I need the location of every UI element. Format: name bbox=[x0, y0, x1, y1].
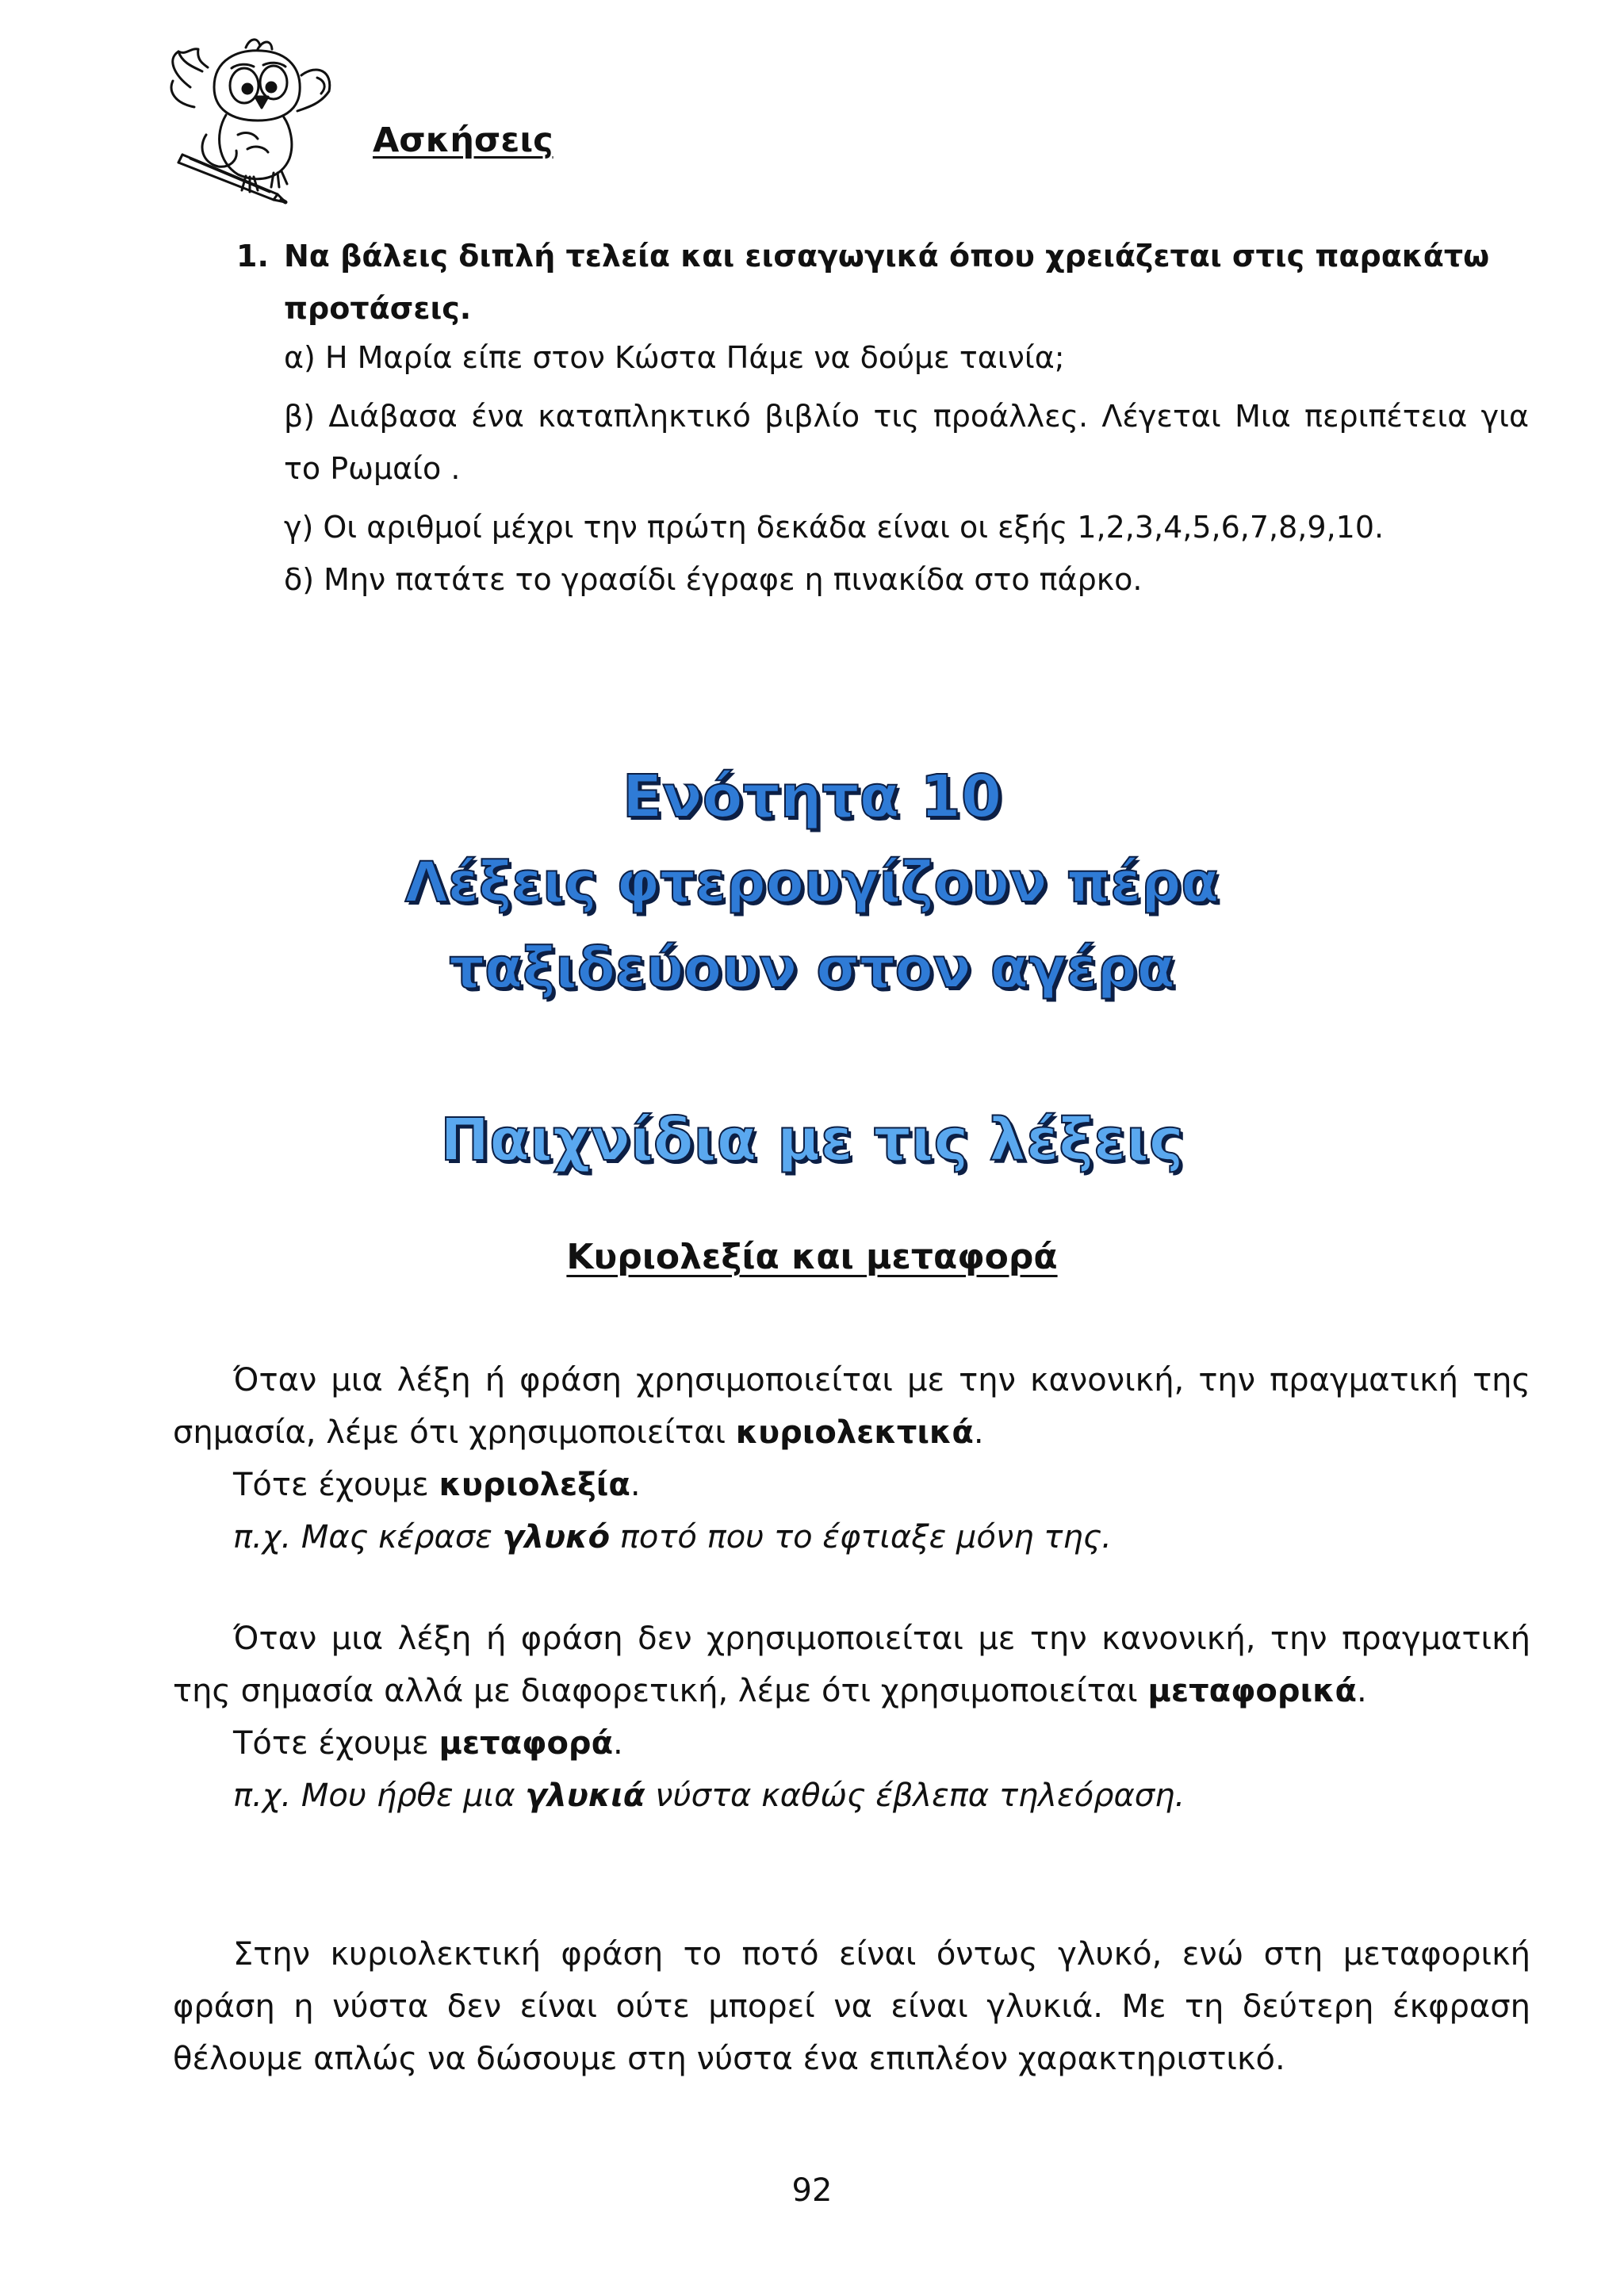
section-title: Παιχνίδια με τις λέξεις bbox=[440, 1106, 1184, 1174]
page-header-title: Ασκήσεις bbox=[373, 121, 553, 160]
unit-subtitle-line-2: ταξιδεύουν στον αγέρα bbox=[449, 936, 1175, 1001]
owl-mascot-icon bbox=[159, 32, 357, 206]
metaphor-example: π.χ. Μου ήρθε μια γλυκιά νύστα καθώς έβλεπα τηλεόραση. bbox=[233, 1777, 1185, 1814]
exercise-item-d: δ) Μην πατάτε το γρασίδι έγραφε η πινακίδα στο πάρκο. bbox=[284, 562, 1143, 597]
metaphor-definition: Όταν μια λέξη ή φράση δεν χρησιμοποιείται με την κανονική, την πραγματική της σημασία αλλά με διαφορετική, λέμε ότι χρησιμοποιείται μεταφορικά. bbox=[173, 1621, 1530, 1709]
exercise-items bbox=[284, 331, 1529, 606]
exercise-instruction-text: Να βάλεις διπλή τελεία και εισαγωγικά όπου χρειάζεται στις παρακάτω προτάσεις. bbox=[284, 239, 1490, 326]
exercise-number: 1. bbox=[236, 239, 269, 274]
exercise-item-b: β) Διάβασα ένα καταπληκτικό βιβλίο τις προάλλες. Λέγεται Μια περιπέτεια για το Ρωμαίο . bbox=[284, 399, 1529, 486]
unit-subtitle-line-1: Λέξεις φτερουγίζουν πέρα bbox=[404, 850, 1220, 915]
literal-name: κυριολεξία bbox=[439, 1467, 630, 1503]
literal-example: π.χ. Μας κέρασε γλυκό ποτό που το έφτιαξε μόνη της. bbox=[233, 1519, 1112, 1556]
section-heading: Κυριολεξία και μεταφορά bbox=[566, 1237, 1058, 1277]
metaphor-example-word: γλυκιά bbox=[525, 1777, 645, 1814]
conclusion-section bbox=[173, 1928, 1530, 2085]
literal-then: Τότε έχουμε κυριολεξία. bbox=[233, 1467, 641, 1503]
metaphor-then: Τότε έχουμε μεταφορά. bbox=[233, 1725, 623, 1762]
literal-definition: Όταν μια λέξη ή φράση χρησιμοποιείται με την κανονική, την πραγματική της σημασία, λέμε ότι χρησιμοποιείται κυριολεκτικά. bbox=[173, 1362, 1530, 1451]
metaphor-name: μεταφορά bbox=[439, 1725, 614, 1762]
page-number: 92 bbox=[791, 2172, 833, 2209]
exercise-instruction bbox=[236, 230, 1530, 335]
exercise-item-a: α) Η Μαρία είπε στον Κώστα Πάμε να δούμε ταινία; bbox=[284, 340, 1065, 375]
metaphor-section bbox=[173, 1613, 1530, 1822]
literal-example-word: γλυκό bbox=[502, 1519, 611, 1556]
exercise-item-c: γ) Οι αριθμοί μέχρι την πρώτη δεκάδα είναι οι εξής 1,2,3,4,5,6,7,8,9,10. bbox=[284, 510, 1385, 545]
literal-term: κυριολεκτικά bbox=[735, 1414, 974, 1451]
metaphor-term: μεταφορικά bbox=[1147, 1673, 1357, 1709]
conclusion-paragraph: Στην κυριολεκτική φράση το ποτό είναι όντως γλυκό, ενώ στη μεταφορική φράση η νύστα δεν είναι ούτε μπορεί να είναι γλυκιά. Με τη δεύτερη έκφραση θέλουμε απλώς να δώσουμε στη νύστα ένα επιπλέον χαρακτηριστικό. bbox=[173, 1936, 1530, 2077]
literal-section bbox=[173, 1354, 1530, 1563]
unit-title: Ενότητα 10 bbox=[622, 763, 1002, 831]
